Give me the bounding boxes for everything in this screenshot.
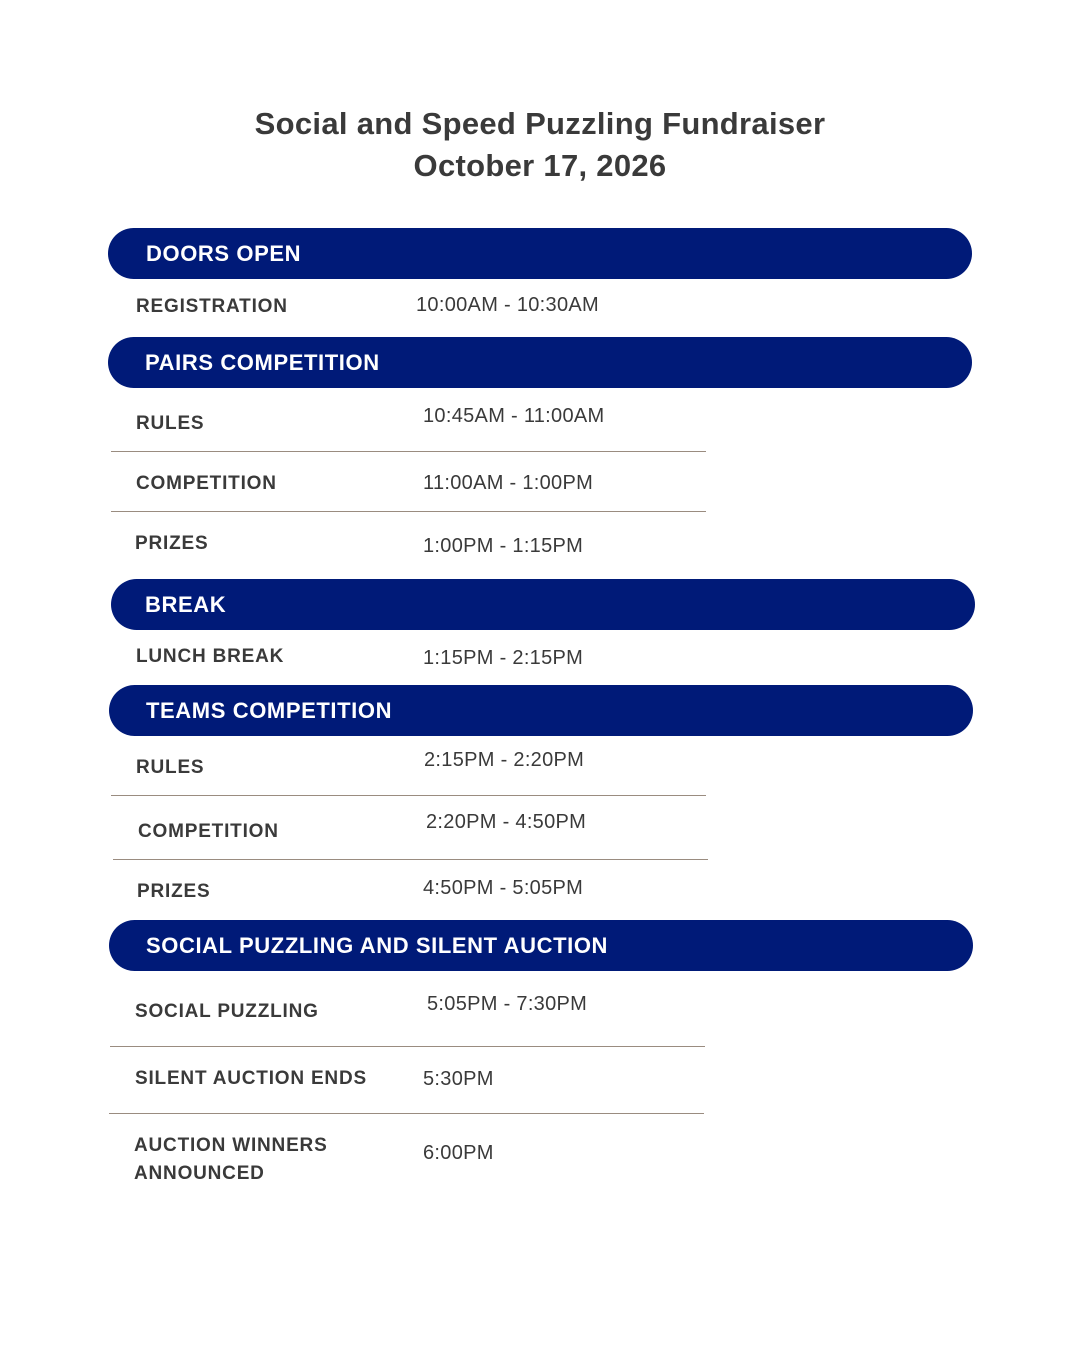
divider [113,859,708,860]
item-label-registration: REGISTRATION [136,296,288,317]
section-heading: BREAK [145,592,227,617]
item-time-teams-rules: 2:15PM - 2:20PM [424,749,585,771]
item-time-lunch-break: 1:15PM - 2:15PM [423,647,584,669]
item-label-pairs-competition: COMPETITION [136,473,277,494]
item-time-social-puzzling: 5:05PM - 7:30PM [427,993,588,1015]
item-label-line: ANNOUNCED [134,1163,265,1184]
section-heading: SOCIAL PUZZLING AND SILENT AUCTION [146,933,609,958]
divider [111,511,706,512]
item-time-silent-auction-ends: 5:30PM [423,1068,494,1090]
section-teams-competition [109,685,973,736]
section-heading: PAIRS COMPETITION [145,350,380,375]
section-pairs-competition [108,337,972,388]
item-label-pairs-prizes: PRIZES [135,533,209,554]
section-social-puzzling-silent-auction [109,920,973,971]
item-time-pairs-prizes: 1:00PM - 1:15PM [423,535,584,557]
item-time-teams-competition: 2:20PM - 4:50PM [426,811,587,833]
item-time-auction-winners-announced: 6:00PM [423,1142,494,1164]
item-label-lunch-break: LUNCH BREAK [136,646,285,667]
item-label-silent-auction-ends: SILENT AUCTION ENDS [135,1068,367,1089]
divider [110,1046,705,1047]
item-label-teams-rules: RULES [136,757,205,778]
section-heading: TEAMS COMPETITION [146,698,393,723]
section-doors-open [108,228,972,279]
item-label-social-puzzling: SOCIAL PUZZLING [135,1001,319,1022]
item-time-pairs-rules: 10:45AM - 11:00AM [423,405,605,427]
item-label-teams-competition: COMPETITION [138,821,279,842]
item-time-registration: 10:00AM - 10:30AM [416,294,599,316]
item-label-auction-winners-announced [134,1132,328,1188]
section-heading: DOORS OPEN [146,241,302,266]
divider [111,795,706,796]
event-date: October 17, 2026 [413,148,667,183]
divider [109,1113,704,1114]
item-label-line: AUCTION WINNERS [134,1135,328,1156]
item-label-teams-prizes: PRIZES [137,881,211,902]
page-title: Social and Speed Puzzling Fundraiser [254,106,826,141]
item-label-pairs-rules: RULES [136,413,205,434]
item-time-pairs-competition: 11:00AM - 1:00PM [423,472,594,494]
divider [111,451,706,452]
section-break [111,579,975,630]
item-time-teams-prizes: 4:50PM - 5:05PM [423,877,584,899]
